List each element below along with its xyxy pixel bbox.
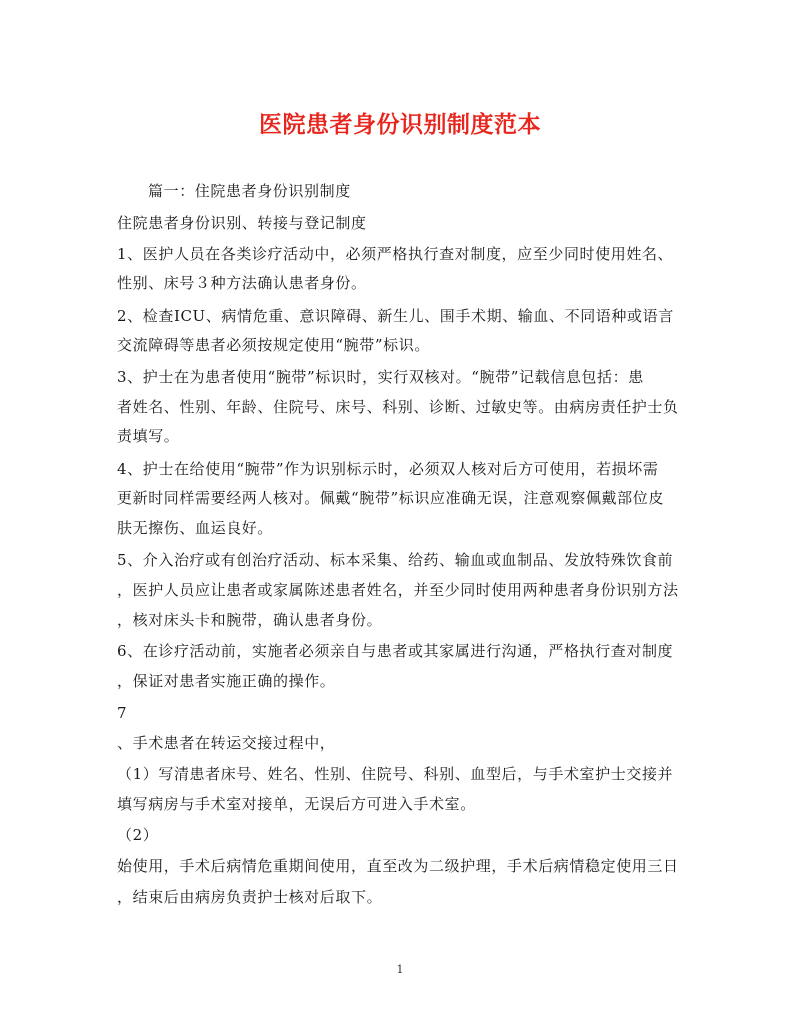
paragraph-line: 、手术患者在转运交接过程中， (117, 734, 336, 752)
paragraph-line: 2、检查ICU、病情危重、意识障碍、新生儿、围手术期、输血、不同语种或语言 (117, 307, 674, 325)
paragraph-line: 者姓名、性别、年龄、住院号、床号、科别、诊断、过敏史等。由病房责任护士负 (117, 398, 679, 416)
paragraph-line: （2） (117, 826, 159, 844)
paragraph-line: 6、在诊疗活动前，实施者必须亲自与患者或其家属进行沟通，严格执行查对制度 (117, 642, 674, 660)
paragraph-line: （1）写清患者床号、姓名、性别、住院号、科别、血型后，与手术室护士交接并 (117, 765, 674, 783)
paragraph-line: ，保证对患者实施正确的操作。 (117, 672, 336, 690)
paragraph-line: 3、护士在为患者使用“腕带”标识时，实行双核对。“腕带”记载信息包括：患 (117, 368, 644, 386)
subheading: 住院患者身份识别、转接与登记制度 (117, 214, 367, 232)
paragraph-line: 责填写。 (117, 427, 180, 445)
paragraph-line: 5、介入治疗或有创治疗活动、标本采集、给药、输血或血制品、发放特殊饮食前 (117, 551, 674, 569)
paragraph-line: 7 (117, 704, 128, 722)
paragraph-line: ，核对床头卡和腕带，确认患者身份。 (117, 611, 383, 629)
paragraph-line: 始使用，手术后病情危重期间使用，直至改为二级护理，手术后病情稳定使用三日 (117, 857, 679, 875)
paragraph-line: 肤无擦伤、血运良好。 (117, 519, 274, 537)
paragraph-line: 性别、床号３种方法确认患者身份。 (117, 274, 367, 292)
section-heading: 篇一：住院患者身份识别制度 (148, 182, 351, 200)
page-title: 医院患者身份识别制度范本 (259, 112, 541, 138)
paragraph-line: 1、医护人员在各类诊疗活动中，必须严格执行查对制度，应至少同时使用姓名、 (117, 245, 674, 263)
paragraph-line: 交流障碍等患者必须按规定使用“腕带”标识。 (117, 336, 430, 354)
page-number: 1 (396, 963, 404, 976)
paragraph-line: ，结束后由病房负责护士核对后取下。 (117, 888, 383, 906)
paragraph-line: ，医护人员应让患者或家属陈述患者姓名，并至少同时使用两种患者身份识别方法 (117, 581, 679, 599)
paragraph-line: 4、护士在给使用“腕带”作为识别标示时，必须双人核对后方可使用，若损坏需 (117, 460, 659, 478)
paragraph-line: 填写病房与手术室对接单，无误后方可进入手术室。 (117, 795, 476, 813)
paragraph-line: 更新时同样需要经两人核对。佩戴“腕带”标识应准确无误，注意观察佩戴部位皮 (117, 489, 664, 507)
